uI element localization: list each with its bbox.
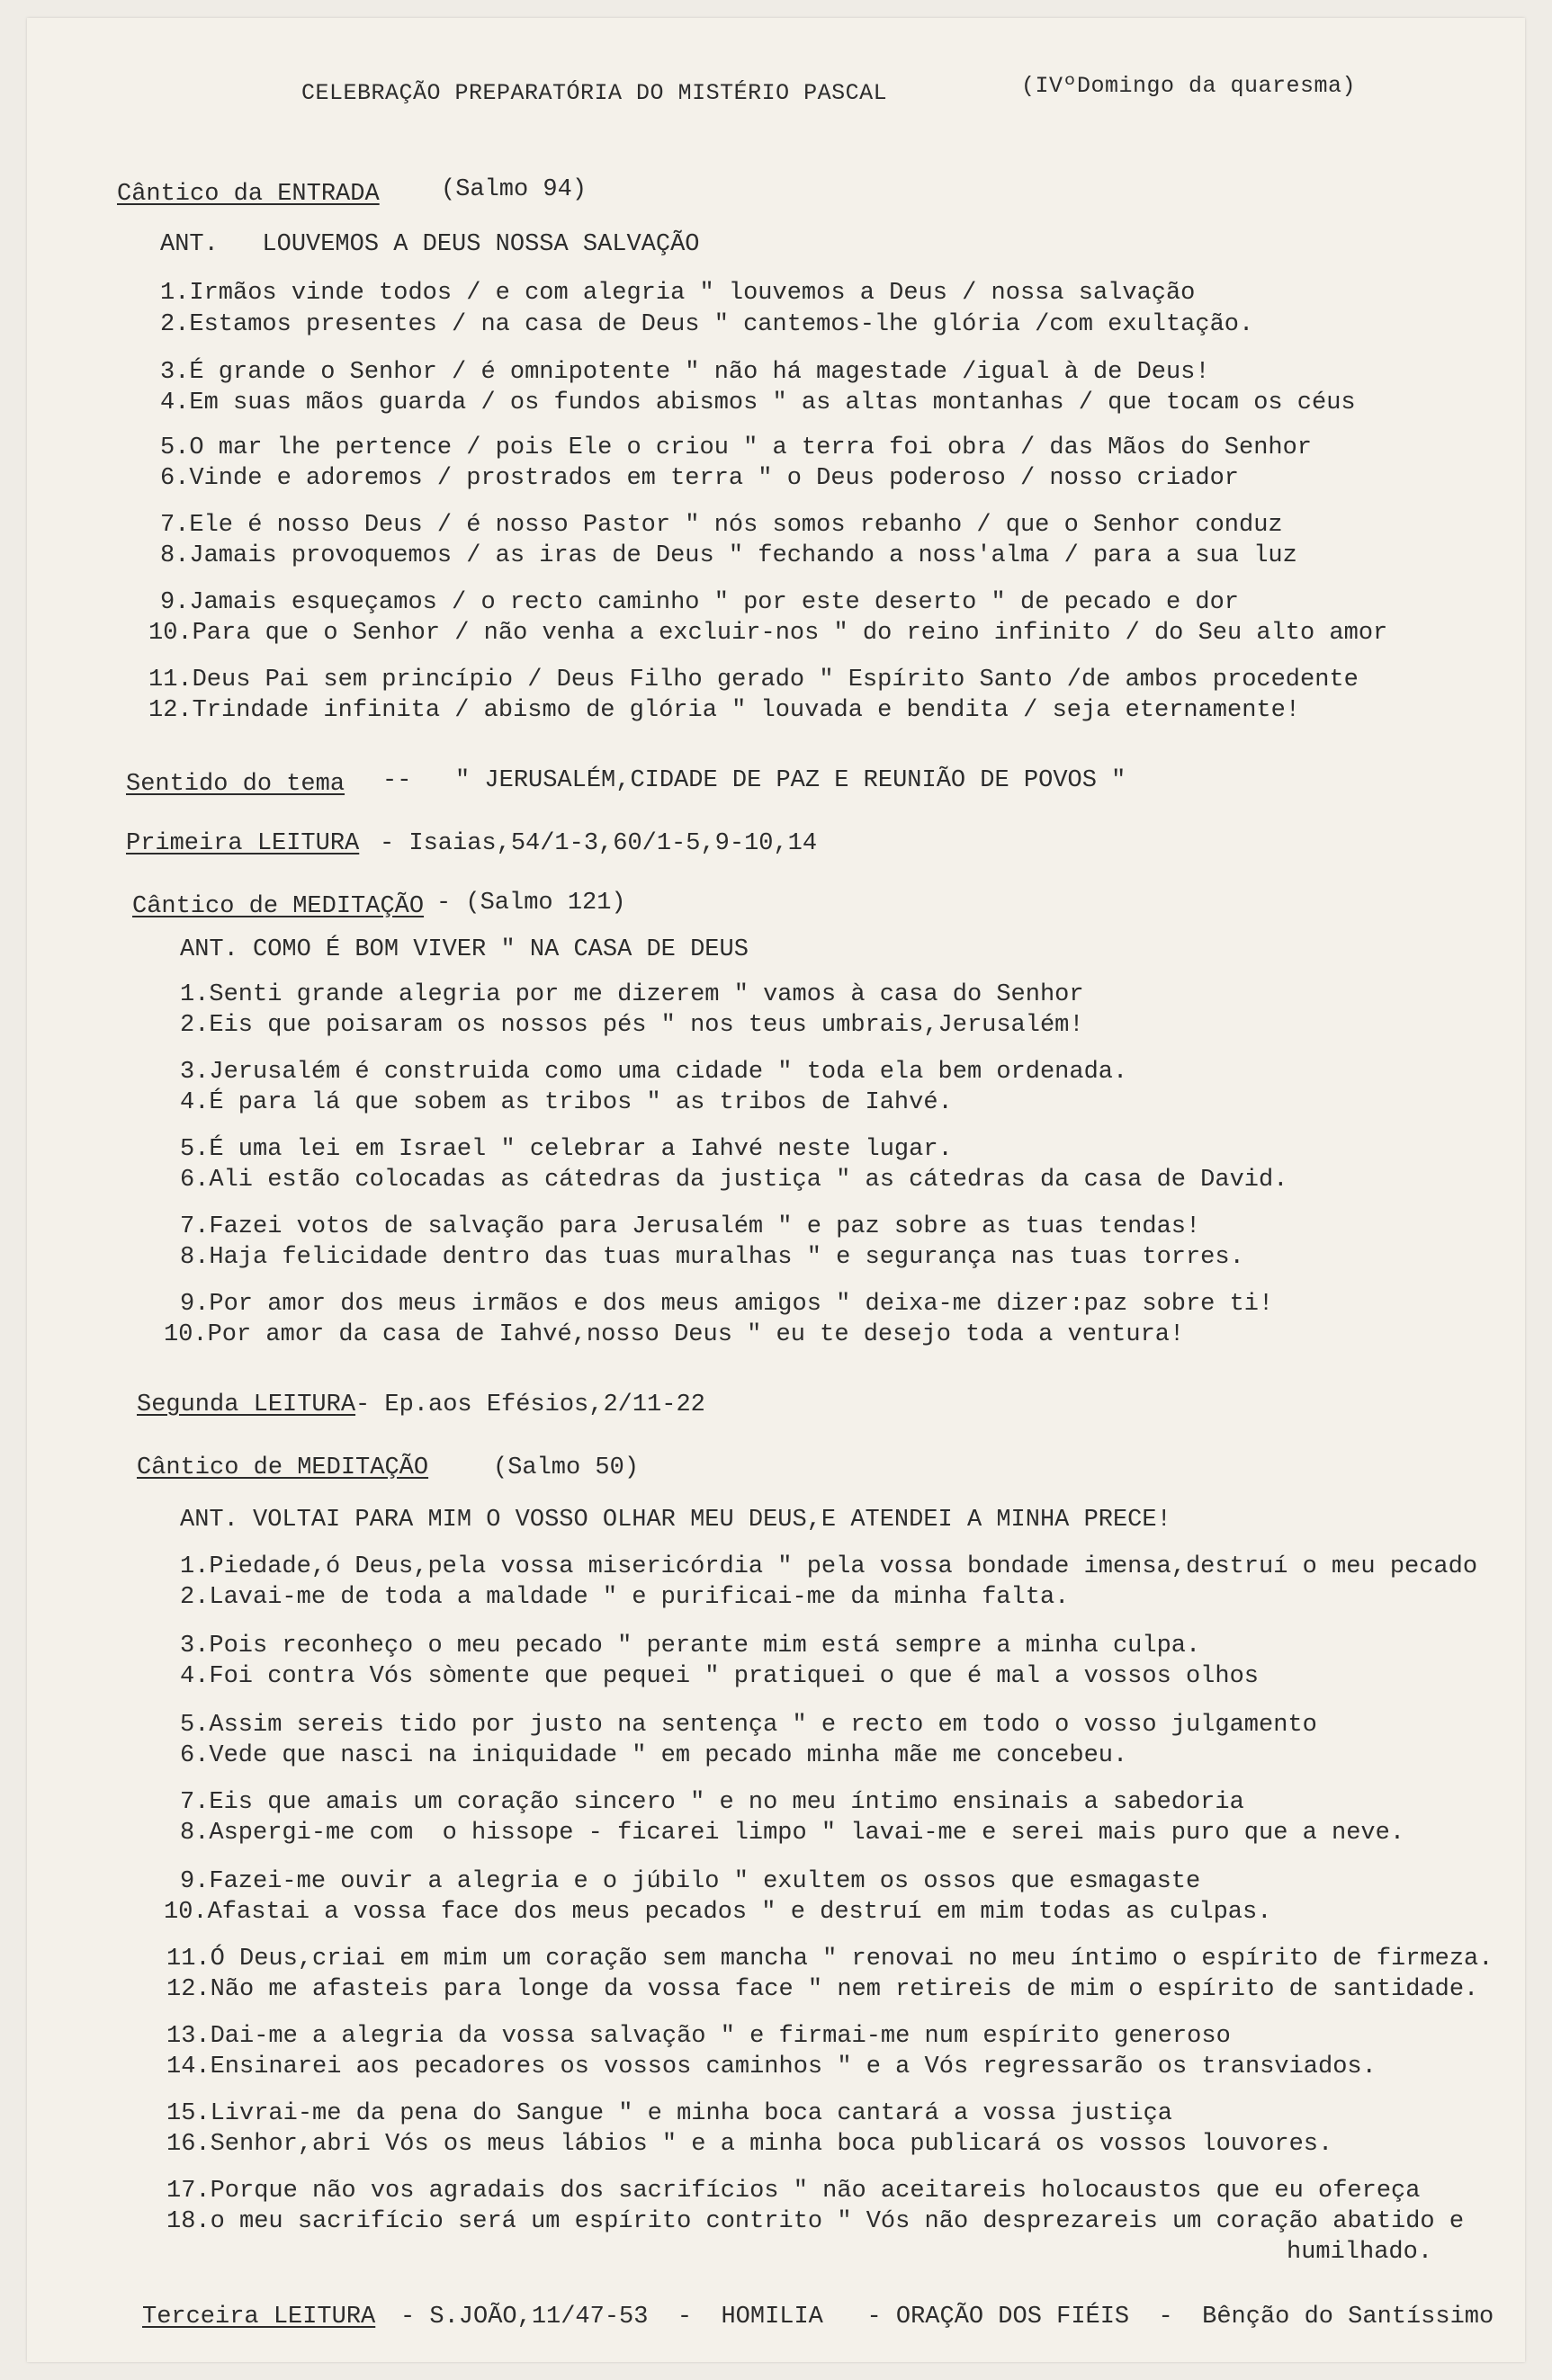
meditacao2-continuation: humilhado. (1287, 2239, 1433, 2266)
meditacao1-heading: Cântico de MEDITAÇÃO (132, 893, 425, 920)
meditacao2-line-8: 8.Aspergi-me com o hissope - ficarei limpo " lavai-me e serei mais puro que a neve. (180, 1820, 1405, 1847)
primeira-label: Primeira LEITURA (126, 830, 360, 857)
meditacao1-line-9: 9.Por amor dos meus irmãos e dos meus amigos " deixa-me dizer:paz sobre ti! (180, 1291, 1274, 1318)
meditacao2-line-4: 4.Foi contra Vós sòmente que pequei " pratiquei o que é mal a vossos olhos (180, 1663, 1259, 1690)
sentido-label: Sentido do tema (126, 771, 345, 798)
meditacao2-line-11: 11.Ó Deus,criai em mim um coração sem mancha " renovai no meu íntimo o espírito de firmeza. (166, 1946, 1494, 1973)
entrada-line-9: 9.Jamais esqueçamos / o recto caminho " por este deserto " de pecado e dor (160, 589, 1239, 616)
segunda-label: Segunda LEITURA (137, 1391, 356, 1418)
entrada-line-8: 8.Jamais provoquemos / as iras de Deus " fechando a noss'alma / para a sua luz (160, 542, 1297, 569)
meditacao2-line-14: 14.Ensinarei aos pecadores os vossos caminhos " e a Vós regressarão os transviados. (166, 2053, 1377, 2080)
meditacao1-line-4: 4.É para lá que sobem as tribos " as tribos de Iahvé. (180, 1089, 953, 1116)
meditacao2-line-16: 16.Senhor,abri Vós os meus lábios " e a minha boca publicará os vossos louvores. (166, 2131, 1333, 2158)
primeira-text: - Isaias,54/1-3,60/1-5,9-10,14 (380, 830, 818, 857)
segunda-text: - Ep.aos Efésios,2/11-22 (355, 1391, 705, 1418)
meditacao1-line-5: 5.É uma lei em Israel " celebrar a Iahvé neste lugar. (180, 1136, 953, 1163)
meditacao2-antiphon: ANT. VOLTAI PARA MIM O VOSSO OLHAR MEU DEUS,E ATENDEI A MINHA PRECE! (180, 1507, 1171, 1534)
entrada-line-11: 11.Deus Pai sem princípio / Deus Filho gerado " Espírito Santo /de ambos procedente (148, 667, 1359, 693)
meditacao2-line-12: 12.Não me afasteis para longe da vossa face " nem retireis de mim o espírito de santidade. (166, 1976, 1479, 2003)
entrada-line-10: 10.Para que o Senhor / não venha a excluir-nos " do reino infinito / do Seu alto amor (148, 620, 1388, 647)
entrada-line-3: 3.É grande o Senhor / é omnipotente " não há magestade /igual à de Deus! (160, 359, 1210, 386)
meditacao1-line-3: 3.Jerusalém é construida como uma cidade " toda ela bem ordenada. (180, 1059, 1128, 1086)
meditacao2-line-18: 18.o meu sacrifício será um espírito contrito " Vós não desprezareis um coração abatido e (166, 2208, 1465, 2235)
document-page (27, 18, 1525, 2362)
meditacao2-psalm: (Salmo 50) (493, 1454, 640, 1481)
terceira-label: Terceira LEITURA (142, 2304, 376, 2331)
meditacao2-line-9: 9.Fazei-me ouvir a alegria e o júbilo " exultem os ossos que esmagaste (180, 1868, 1201, 1895)
meditacao1-antiphon: ANT. COMO É BOM VIVER " NA CASA DE DEUS (180, 936, 749, 963)
entrada-line-7: 7.Ele é nosso Deus / é nosso Pastor " nós somos rebanho / que o Senhor conduz (160, 512, 1283, 539)
entrada-antiphon: ANT. LOUVEMOS A DEUS NOSSA SALVAÇÃO (160, 231, 700, 258)
meditacao1-line-8: 8.Haja felicidade dentro das tuas muralhas " e segurança nas tuas torres. (180, 1244, 1244, 1271)
document-title: CELEBRAÇÃO PREPARATÓRIA DO MISTÉRIO PASCAL (301, 80, 888, 106)
meditacao2-line-17: 17.Porque não vos agradais dos sacrifícios " não aceitareis holocaustos que eu ofereça (166, 2178, 1421, 2205)
meditacao2-line-1: 1.Piedade,ó Deus,pela vossa misericórdia " pela vossa bondade imensa,destruí o meu pecado (180, 1553, 1478, 1580)
meditacao2-line-13: 13.Dai-me a alegria da vossa salvação " e firmai-me num espírito generoso (166, 2023, 1231, 2050)
meditacao2-line-2: 2.Lavai-me de toda a maldade " e purificai-me da minha falta. (180, 1584, 1070, 1611)
entrada-line-1: 1.Irmãos vinde todos / e com alegria " louvemos a Deus / nossa salvação (160, 280, 1196, 307)
meditacao1-line-6: 6.Ali estão colocadas as cátedras da justiça " as cátedras da casa de David. (180, 1167, 1288, 1194)
meditacao1-line-1: 1.Senti grande alegria por me dizerem " vamos à casa do Senhor (180, 981, 1084, 1008)
meditacao1-line-2: 2.Eis que poisaram os nossos pés " nos teus umbrais,Jerusalém! (180, 1012, 1084, 1039)
entrada-line-2: 2.Estamos presentes / na casa de Deus " cantemos-lhe glória /com exultação. (160, 311, 1254, 338)
terceira-text: - S.JOÃO,11/47-53 - HOMILIA - ORAÇÃO DOS FIÉIS - Bênção do Santíssimo (400, 2304, 1494, 2331)
entrada-psalm: (Salmo 94) (441, 176, 588, 203)
meditacao1-line-10: 10.Por amor da casa de Iahvé,nosso Deus " eu te desejo toda a ventura! (164, 1321, 1185, 1348)
meditacao2-line-10: 10.Afastai a vossa face dos meus pecados " e destruí em mim todas as culpas. (164, 1899, 1272, 1926)
sentido-text: -- " JERUSALÉM,CIDADE DE PAZ E REUNIÃO DE POVOS " (382, 767, 1126, 794)
entrada-line-4: 4.Em suas mãos guarda / os fundos abismos " as altas montanhas / que tocam os céus (160, 389, 1356, 416)
document-subtitle: (IVºDomingo da quaresma) (1021, 73, 1357, 99)
meditacao1-psalm: - (Salmo 121) (436, 890, 626, 917)
meditacao2-line-6: 6.Vede que nasci na iniquidade " em pecado minha mãe me concebeu. (180, 1742, 1128, 1769)
meditacao2-line-7: 7.Eis que amais um coração sincero " e no meu íntimo ensinais a sabedoria (180, 1789, 1244, 1816)
entrada-line-6: 6.Vinde e adoremos / prostrados em terra " o Deus poderoso / nosso criador (160, 465, 1239, 492)
meditacao2-heading: Cântico de MEDITAÇÃO (137, 1454, 429, 1481)
meditacao1-line-7: 7.Fazei votos de salvação para Jerusalém " e paz sobre as tuas tendas! (180, 1213, 1201, 1240)
entrada-line-12: 12.Trindade infinita / abismo de glória " louvada e bendita / seja eternamente! (148, 697, 1301, 724)
meditacao2-line-5: 5.Assim sereis tido por justo na sentença " e recto em todo o vosso julgamento (180, 1712, 1317, 1739)
meditacao2-line-15: 15.Livrai-me da pena do Sangue " e minha boca cantará a vossa justiça (166, 2100, 1172, 2127)
entrada-line-5: 5.O mar lhe pertence / pois Ele o criou " a terra foi obra / das Mãos do Senhor (160, 434, 1313, 461)
entrada-heading: Cântico da ENTRADA (117, 181, 380, 208)
meditacao2-line-3: 3.Pois reconheço o meu pecado " perante mim está sempre a minha culpa. (180, 1633, 1201, 1660)
